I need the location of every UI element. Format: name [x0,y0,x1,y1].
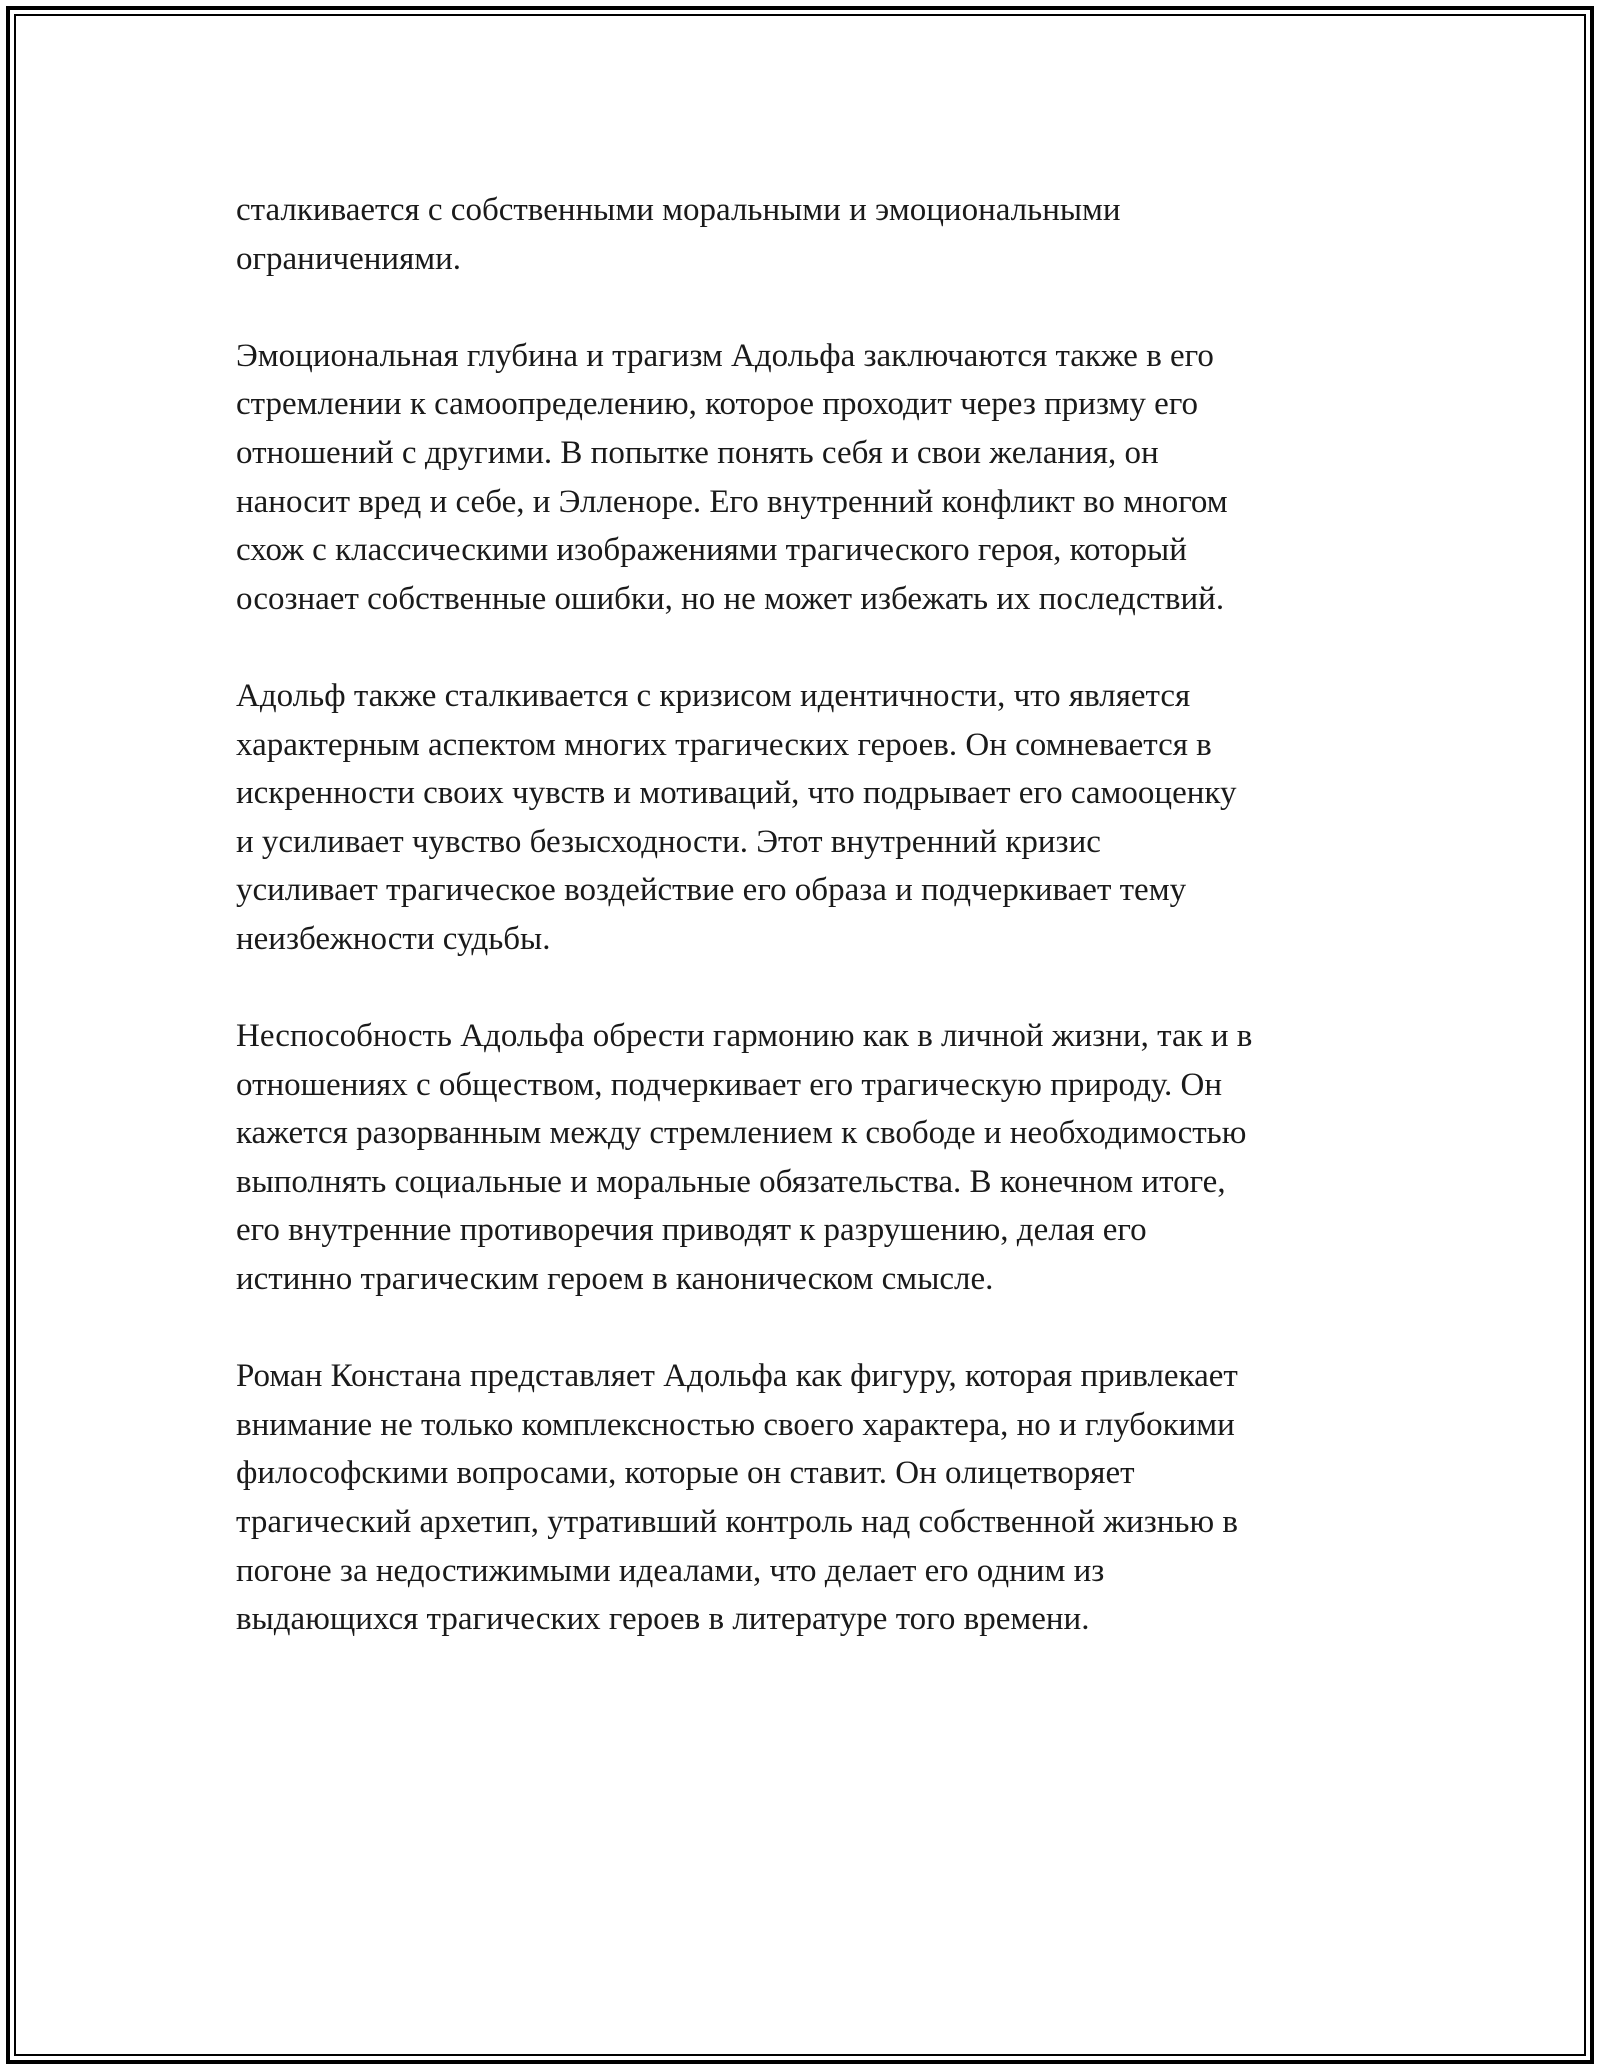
paragraph-line: сталкивается с собственными моральными и эмоциональными [236,192,1121,228]
paragraph-line: неизбежности судьбы. [236,920,551,957]
paragraph-line: осознает собственные ошибки, но не может избежать их последствий. [236,580,1225,617]
paragraph-line: и усиливает чувство безысходности. Этот внутренний кризис [236,823,1101,860]
paragraph-line: искренности своих чувств и мотиваций, что подрывает его самооценку [236,775,1237,812]
paragraph-line: отношений с другими. В попытке понять себя и свои желания, он [236,434,1159,471]
paragraph-line: отношениях с обществом, подчеркивает его трагическую природу. Он [236,1066,1223,1103]
paragraph-3 [236,672,1366,964]
paragraph-line: выполнять социальные и моральные обязательства. В конечном итоге, [236,1163,1226,1200]
paragraph-line: Неспособность Адольфа обрести гармонию как в личной жизни, так и в [236,1018,1253,1055]
paragraph-line: Роман Констана представляет Адольфа как фигуру, которая привлекает [236,1358,1238,1395]
paragraph-line: погоне за недостижимыми идеалами, что делает его одним из [236,1552,1105,1589]
paragraph-line: усиливает трагическое воздействие его образа и подчеркивает тему [236,872,1187,909]
document-body [236,186,1366,1692]
paragraph-line: наносит вред и себе, и Элленоре. Его внутренний конфликт во многом [236,483,1228,520]
paragraph-line: его внутренние противоречия приводят к разрушению, делая его [236,1212,1147,1249]
paragraph-line: внимание не только комплексностью своего характера, но и глубокими [236,1406,1235,1443]
paragraph-line: Эмоциональная глубина и трагизм Адольфа заключаются также в его [236,337,1214,374]
paragraph-line: выдающихся трагических героев в литературе того времени. [236,1601,1090,1638]
paragraph-line: кажется разорванным между стремлением к свободе и необходимостью [236,1115,1247,1152]
paragraph-5 [236,1352,1366,1644]
paragraph-line: схож с классическими изображениями трагического героя, который [236,532,1187,569]
paragraph-line: ограничениями. [236,240,462,277]
paragraph-4 [236,1012,1366,1304]
paragraph-2 [236,332,1366,624]
paragraph-1 [236,186,1366,283]
paragraph-line: истинно трагическим героем в каноническом смысле. [236,1261,994,1298]
paragraph-line: характерным аспектом многих трагических героев. Он сомневается в [236,726,1212,763]
paragraph-line: Адольф также сталкивается с кризисом идентичности, что является [236,677,1191,714]
paragraph-line: трагический архетип, утративший контроль над собственной жизнью в [236,1504,1238,1541]
paragraph-line: стремлении к самоопределению, которое проходит через призму его [236,386,1199,423]
paragraph-line: философскими вопросами, которые он ставит. Он олицетворяет [236,1455,1135,1492]
